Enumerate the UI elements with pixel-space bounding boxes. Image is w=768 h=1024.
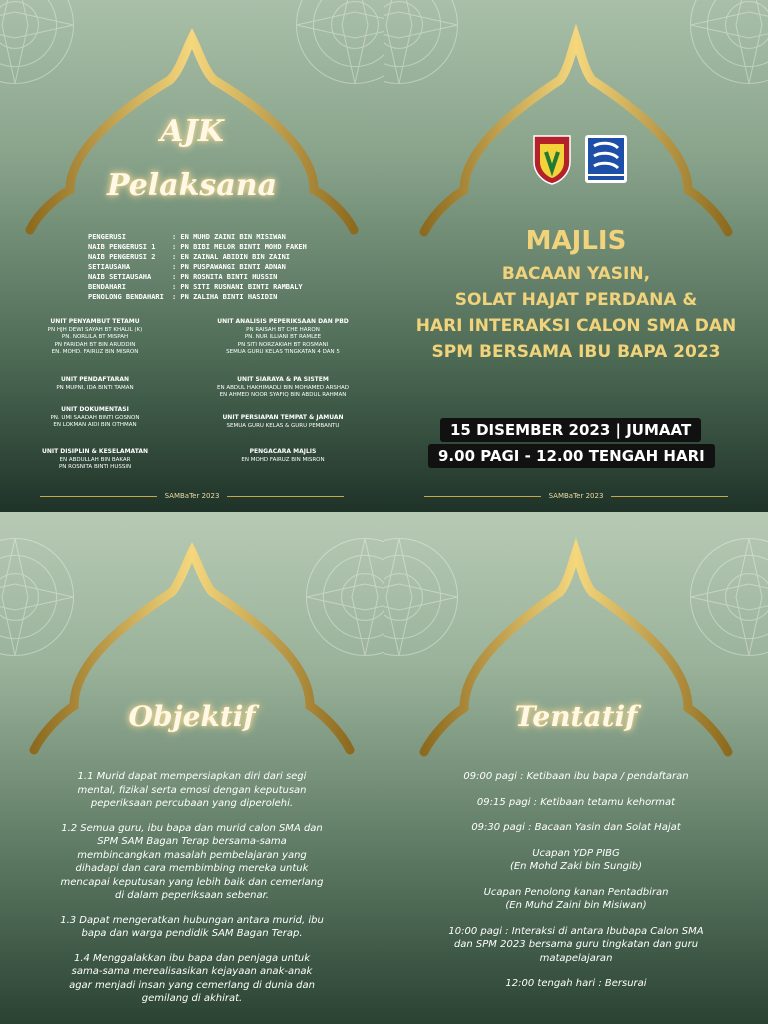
unit-heading: UNIT PENDAFTARAN xyxy=(60,376,130,383)
unit-member: PN RAISAH BT CHE HARON xyxy=(246,326,320,333)
unit-member: PN. UMI SAADAH BINTI GOSNON xyxy=(50,414,140,421)
committee-row xyxy=(88,282,307,292)
committee-row xyxy=(88,262,307,272)
unit-member: PN. NUR ILLIANI BT RAMLEE xyxy=(244,334,322,340)
committee-role: BENDAHARI xyxy=(88,283,126,291)
panel2-footer xyxy=(424,492,728,500)
event-time: 9.00 PAGI - 12.00 TENGAH HARI xyxy=(428,444,715,468)
tentatif-item: 10:00 pagi : Interaksi di antara Ibubapa Calon SMA dan SPM 2023 bersama guru tingkatan dan guru matapelajaran xyxy=(448,925,704,964)
unit-member: EN. MOHD. FAIRUZ BIN MISRON xyxy=(51,349,139,355)
majlis-heading: MAJLIS xyxy=(525,226,627,256)
committee-row xyxy=(88,252,307,262)
unit-block xyxy=(10,448,180,472)
objektif-item: 1.2 Semua guru, ibu bapa dan murid calon SMA dan SPM SAM Bagan Terap bersama-sama membincangkan masalah pembelajaran yang dihadapi dan cara membimbing mereka untuk mencapai keputusan yang lebih baik dan cemerlang di dalam peperiksaan sebenar. xyxy=(60,822,324,901)
event-line-3: HARI INTERAKSI CALON SMA DAN xyxy=(415,316,737,336)
unit-heading: UNIT DISIPLIN & KESELAMATAN xyxy=(41,448,149,455)
committee-role: NAIB SETIAUSAHA xyxy=(88,273,152,281)
objektif-item: 1.1 Murid dapat mempersiapkan diri dari segi mental, fizikal serta emosi dengan keputusan peperiksaan percubaan yang diperolehi. xyxy=(77,771,307,809)
unit-heading: UNIT PENYAMBUT TETAMU xyxy=(50,318,140,325)
event-date: 15 DISEMBER 2023 | JUMAAT xyxy=(440,418,701,442)
footer-label: SAMBaTer 2023 xyxy=(548,492,604,500)
tentatif-list xyxy=(440,770,712,1003)
committee-list xyxy=(88,232,307,302)
panel-objektif xyxy=(0,512,384,1024)
committee-role: SETIAUSAHA xyxy=(88,263,131,271)
event-line-4: SPM BERSAMA IBU BAPA 2023 xyxy=(431,342,721,362)
unit-block xyxy=(10,376,180,392)
committee-role: NAIB PENGERUSI 1 xyxy=(88,243,156,251)
committee-name: : EN MUHD ZAINI BIN MISIWAN xyxy=(172,233,286,241)
unit-member: SEMUA GURU KELAS TINGKATAN 4 DAN 5 xyxy=(226,349,340,355)
panel-tentatif xyxy=(384,512,768,1024)
committee-row xyxy=(88,272,307,282)
tentatif-item: Ucapan YDP PIBG (En Mohd Zaki bin Sungib) xyxy=(509,847,643,872)
unit-block xyxy=(198,448,368,464)
unit-member: EN ABDULLAH BIN BAKAR xyxy=(59,456,131,463)
unit-heading: PENGACARA MAJLIS xyxy=(249,448,317,455)
school-crest-logo-icon xyxy=(530,132,574,186)
tentatif-item: 12:00 tengah hari : Bersurai xyxy=(505,978,647,989)
committee-name: : PN PUSPAWANGI BINTI ADNAN xyxy=(172,263,286,271)
panel1-footer xyxy=(40,492,344,500)
unit-member: PN SITI NORZAKIAH BT ROSMANI xyxy=(237,341,329,348)
unit-block xyxy=(198,318,368,357)
unit-heading: UNIT DOKUMENTASI xyxy=(61,406,129,413)
unit-member: SEMUA GURU KELAS & GURU PEMBANTU xyxy=(226,422,340,429)
unit-member: PN. NORLILA BT MISPAH xyxy=(61,334,129,340)
event-line-2: SOLAT HAJAT PERDANA & xyxy=(454,290,698,310)
committee-name: : PN ZALIHA BINTI HASIDIN xyxy=(172,293,278,301)
committee-name: : EN ZAINAL ABIDIN BIN ZAINI xyxy=(172,253,291,261)
anniversary-logo-icon xyxy=(584,134,628,184)
tentatif-title: Tentatif xyxy=(514,700,638,733)
committee-role: PENOLONG BENDAHARI xyxy=(88,293,164,301)
committee-name: : PN SITI RUSNANI BINTI RAMBALY xyxy=(172,283,303,291)
unit-member: EN ABDUL HAKHIMADLI BIN MOHAMED ARSHAD xyxy=(216,384,350,391)
committee-row xyxy=(88,292,307,302)
unit-block xyxy=(198,376,368,400)
committee-role: PENGERUSI xyxy=(88,233,126,241)
footer-label: SAMBaTer 2023 xyxy=(164,492,220,500)
objektif-item: 1.3 Dapat mengeratkan hubungan antara murid, ibu bapa dan warga pendidik SAM Bagan Terap. xyxy=(60,914,324,939)
committee-row xyxy=(88,232,307,242)
tentatif-item: 09:15 pagi : Ketibaan tetamu kehormat xyxy=(476,796,676,808)
objektif-title: Objektif xyxy=(128,700,256,733)
unit-heading: UNIT ANALISIS PEPERIKSAAN DAN PBD xyxy=(217,318,349,325)
objektif-list xyxy=(60,770,324,1017)
committee-role: NAIB PENGERUSI 2 xyxy=(88,253,156,261)
panel-majlis xyxy=(384,0,768,512)
committee-name: : PN ROSNITA BINTI HUSSIN xyxy=(172,273,278,281)
tentatif-item: 09:00 pagi : Ketibaan ibu bapa / pendaftaran xyxy=(463,771,689,782)
unit-block xyxy=(10,406,180,430)
panel-ajk-pelaksana xyxy=(0,0,384,512)
unit-member: PN HJH DEWI SAYAH BT KHALIL (K) xyxy=(47,326,143,333)
event-line-1: BACAAN YASIN, xyxy=(501,264,651,284)
objektif-item: 1.4 Menggalakkan ibu bapa dan penjaga untuk sama-sama merealisasikan kejayaan anak-anak agar menjadi insan yang cemerlang di dunia dan gemilang di akhirat. xyxy=(69,952,315,1004)
unit-member: EN MOHD FAIRUZ BIN MISRON xyxy=(241,456,325,463)
ajk-title: AJK xyxy=(160,114,224,149)
unit-block xyxy=(198,414,368,430)
unit-heading: UNIT PERSIAPAN TEMPAT & JAMUAN xyxy=(222,414,344,421)
committee-row xyxy=(88,242,307,252)
unit-member: EN AHMED NOOR SYAFIQ BIN ABDUL RAHMAN xyxy=(219,392,347,398)
tentatif-item: 09:30 pagi : Bacaan Yasin dan Solat Hajat xyxy=(471,822,681,833)
unit-member: PN FARIDAH BT BIN ARUDDIN xyxy=(54,341,136,348)
tentatif-item: Ucapan Penolong kanan Pentadbiran (En Muhd Zaini bin Misiwan) xyxy=(483,886,669,911)
unit-member: EN LOKMAN AIDI BIN OTHMAN xyxy=(53,422,137,428)
unit-member: PN MUPNI, IDA BINTI TAMAN xyxy=(56,384,134,391)
unit-block xyxy=(10,318,180,357)
committee-name: : PN BIBI MELOR BINTI MOHD FAKEH xyxy=(172,243,307,251)
unit-member: PN ROSNITA BINTI HUSSIN xyxy=(58,464,132,470)
pelaksana-title: Pelaksana xyxy=(106,168,278,203)
unit-heading: UNIT SIARAYA & PA SISTEM xyxy=(237,376,329,383)
